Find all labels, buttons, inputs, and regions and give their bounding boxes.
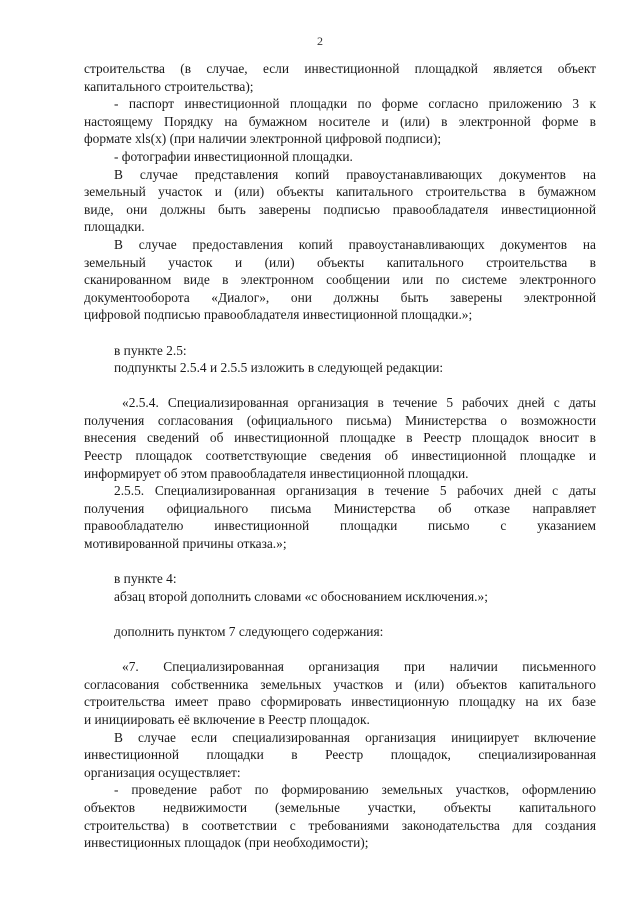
text-line: внесения сведений об инвестиционной площадке в Реестр площадок вносит в: [84, 430, 596, 446]
text-line: В случае предоставления копий правоустанавливающих документов на: [114, 236, 596, 252]
paragraph: [84, 658, 596, 728]
paragraph: [84, 394, 596, 482]
paragraph: [84, 342, 596, 360]
text-line: правообладателю инвестиционной площадки письмо с указанием: [84, 518, 596, 534]
text-line: земельный участок и (или) объекты капитального строительства в бумажном: [84, 184, 596, 200]
text-line: В случае представления копий правоустанавливающих документов на: [114, 166, 596, 182]
text-line: площадки.: [84, 219, 145, 235]
paragraph: [84, 60, 596, 95]
text-line: в пункте 2.5:: [114, 342, 187, 358]
text-line: документооборота «Диалог», они должны быть заверены электронной: [84, 289, 596, 305]
text-line: абзац второй дополнить словами «с обоснованием исключения.»;: [114, 588, 488, 604]
text-line: земельный участок и (или) объекты капитального строительства в: [84, 254, 596, 270]
paragraph: [84, 729, 596, 782]
text-line: - проведение работ по формированию земельных участков, оформлению: [114, 782, 596, 798]
text-line: виде, они должны быть заверены подписью правообладателя инвестиционной: [84, 201, 596, 217]
text-line: В случае если специализированная организация инициирует включение: [114, 729, 596, 745]
text-line: и инициировать её включение в Реестр площадок.: [84, 711, 370, 727]
text-line: инвестиционных площадок (при необходимости);: [84, 835, 369, 851]
text-line: цифровой подписью правообладателя инвестиционной площадки.»;: [84, 307, 473, 323]
text-line: Реестр площадок соответствующие сведения об инвестиционной площадке и: [84, 448, 596, 464]
page-number: 2: [317, 34, 323, 48]
text-line: «2.5.4. Специализированная организация в течение 5 рабочих дней с даты: [122, 395, 596, 411]
paragraph: [84, 588, 596, 606]
text-line: 2.5.5. Специализированная организация в течение 5 рабочих дней с даты: [114, 483, 596, 499]
text-line: согласования собственника земельных участков и (или) объектов капитального: [84, 676, 596, 692]
text-line: формате xls(x) (при наличии электронной цифровой подписи);: [84, 131, 442, 147]
paragraph: [84, 359, 596, 377]
text-line: объектов недвижимости (земельные участки, объекты капитального: [84, 799, 596, 815]
document-body: [84, 60, 596, 852]
paragraph-spacer: [84, 324, 596, 342]
text-line: в пункте 4:: [114, 571, 177, 587]
paragraph: [84, 166, 596, 236]
text-line: мотивированной причины отказа.»;: [84, 536, 287, 552]
paragraph: [84, 781, 596, 851]
text-line: получения официального письма Министерства об отказе направляет: [84, 500, 596, 516]
text-line: дополнить пунктом 7 следующего содержания:: [114, 624, 384, 639]
paragraph: [84, 95, 596, 148]
paragraph: [84, 570, 596, 588]
paragraph: [84, 236, 596, 324]
text-line: организация осуществляет:: [84, 764, 241, 780]
text-line: информирует об этом правообладателя инвестиционной площадки.: [84, 465, 469, 481]
text-line: получения согласования (официального письма) Министерства о возможности: [84, 412, 596, 428]
text-line: инвестиционной площадки в Реестр площадок, специализированная: [84, 747, 596, 763]
text-line: настоящему Порядку на бумажном носителе и (или) в электронной форме в: [84, 113, 596, 129]
paragraph-spacer: [84, 377, 596, 395]
paragraph-spacer: [84, 605, 596, 623]
paragraph: [84, 482, 596, 552]
text-line: строительства имеет право сформировать инвестиционную площадку на их базе: [84, 694, 596, 710]
text-line: «7. Специализированная организация при наличии письменного: [122, 659, 596, 675]
text-line: строительства) в соответствии с требованиями законодательства для создания: [84, 817, 596, 833]
paragraph: [84, 623, 596, 641]
text-line: - паспорт инвестиционной площадки по форме согласно приложению 3 к: [114, 96, 596, 112]
text-line: - фотографии инвестиционной площадки.: [114, 148, 353, 164]
paragraph-spacer: [84, 553, 596, 571]
text-line: строительства (в случае, если инвестиционной площадкой является объект: [84, 61, 596, 76]
text-line: сканированном виде в электронном сообщении или по системе электронного: [84, 272, 596, 288]
text-line: капитального строительства);: [84, 78, 254, 94]
paragraph-spacer: [84, 641, 596, 659]
text-line: подпункты 2.5.4 и 2.5.5 изложить в следующей редакции:: [114, 360, 444, 376]
paragraph: [84, 148, 596, 166]
